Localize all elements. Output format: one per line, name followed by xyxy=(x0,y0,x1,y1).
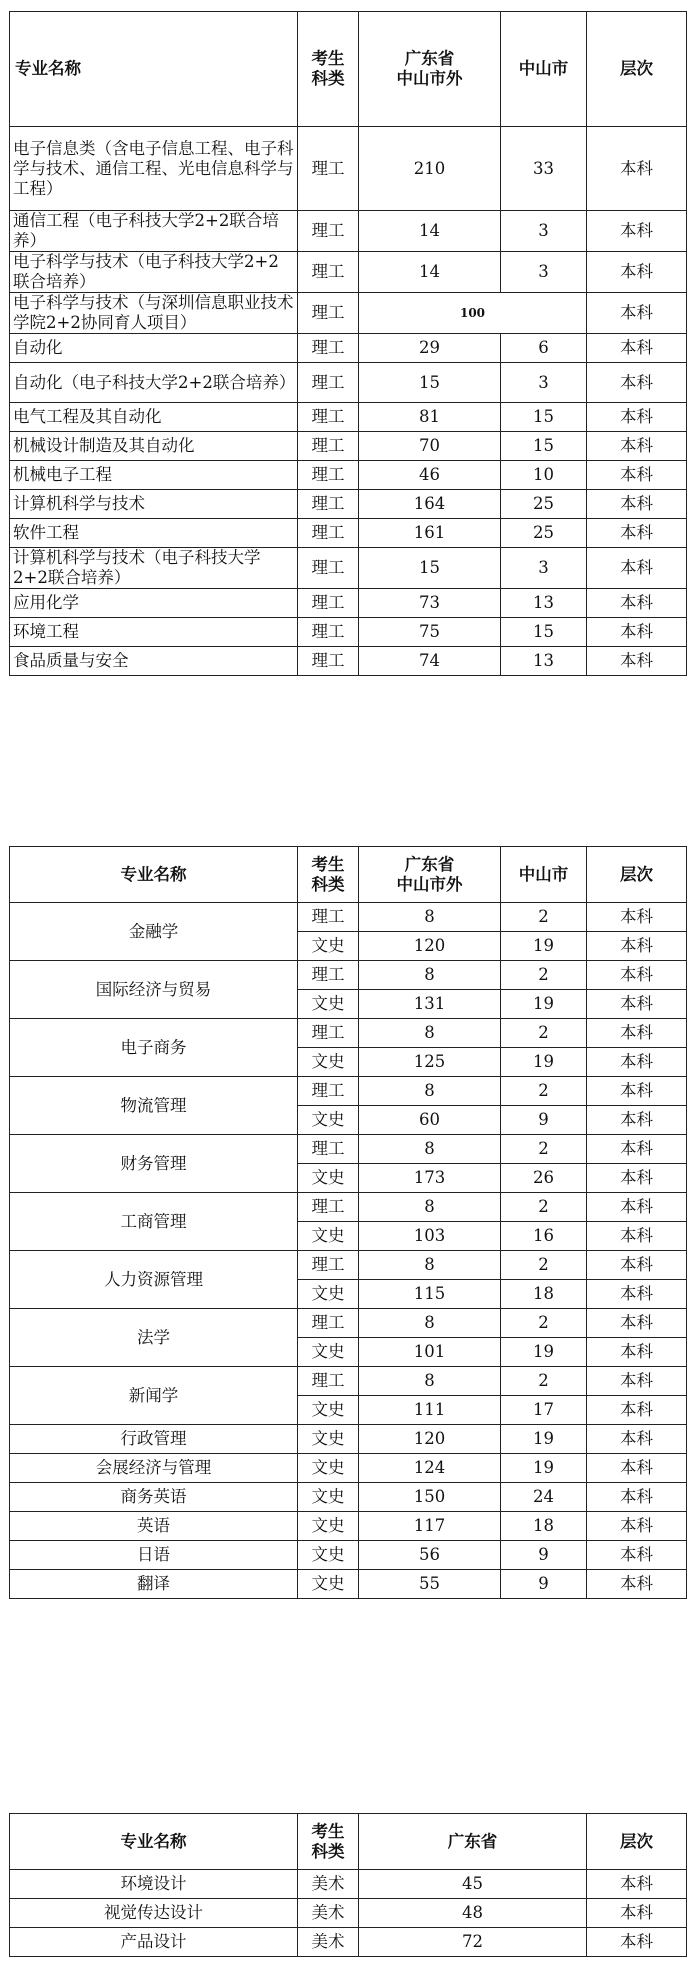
category-cell: 理工 xyxy=(298,127,359,211)
table-row xyxy=(10,647,687,676)
engineering-majors-table xyxy=(9,11,687,676)
major-name: 电子信息类（含电子信息工程、电子科学与技术、通信工程、光电信息科学与工程） xyxy=(10,127,298,211)
zhongshan-quota-cell: 9 xyxy=(501,1570,587,1599)
major-name: 行政管理 xyxy=(10,1425,298,1454)
outside-quota-cell: 8 xyxy=(359,1135,501,1164)
category-cell: 美术 xyxy=(298,1899,359,1928)
level-cell: 本科 xyxy=(587,1541,687,1570)
major-name: 环境工程 xyxy=(10,618,298,647)
category-cell: 文史 xyxy=(298,1425,359,1454)
level-cell: 本科 xyxy=(587,519,687,548)
zhongshan-quota-cell: 2 xyxy=(501,1367,587,1396)
zhongshan-quota-cell: 15 xyxy=(501,403,587,432)
category-cell: 理工 xyxy=(298,618,359,647)
col-header-zhongshan: 中山市 xyxy=(501,12,587,127)
level-cell: 本科 xyxy=(587,432,687,461)
outside-quota-cell: 75 xyxy=(359,618,501,647)
outside-quota-cell: 55 xyxy=(359,1570,501,1599)
guangdong-quota-cell: 72 xyxy=(359,1928,587,1957)
outside-quota-cell: 8 xyxy=(359,961,501,990)
category-cell: 理工 xyxy=(298,903,359,932)
table-row xyxy=(10,1309,687,1338)
zhongshan-quota-cell: 3 xyxy=(501,252,587,293)
table-row xyxy=(10,1251,687,1280)
category-cell: 理工 xyxy=(298,1135,359,1164)
level-cell: 本科 xyxy=(587,1396,687,1425)
outside-quota-cell: 81 xyxy=(359,403,501,432)
table-row xyxy=(10,1541,687,1570)
outside-quota-cell: 117 xyxy=(359,1512,501,1541)
col-header-major: 专业名称 xyxy=(10,847,298,903)
outside-quota-cell: 161 xyxy=(359,519,501,548)
table-row xyxy=(10,1570,687,1599)
liberal-arts-majors-table xyxy=(9,846,687,1599)
level-cell: 本科 xyxy=(587,618,687,647)
category-cell: 理工 xyxy=(298,363,359,403)
col-header-guangdong: 广东省 xyxy=(359,1814,587,1870)
category-cell: 文史 xyxy=(298,932,359,961)
level-cell: 本科 xyxy=(587,1077,687,1106)
zhongshan-quota-cell: 15 xyxy=(501,432,587,461)
major-name: 电子科学与技术（电子科技大学2+2联合培养） xyxy=(10,252,298,293)
table-row xyxy=(10,1454,687,1483)
table-row xyxy=(10,1870,687,1899)
zhongshan-quota-cell: 33 xyxy=(501,127,587,211)
category-cell: 理工 xyxy=(298,403,359,432)
zhongshan-quota-cell: 16 xyxy=(501,1222,587,1251)
zhongshan-quota-cell: 15 xyxy=(501,618,587,647)
zhongshan-quota-cell: 18 xyxy=(501,1512,587,1541)
major-name: 人力资源管理 xyxy=(10,1251,298,1309)
major-name: 自动化（电子科技大学2+2联合培养） xyxy=(10,363,298,403)
outside-quota-cell: 29 xyxy=(359,334,501,363)
category-cell: 理工 xyxy=(298,1193,359,1222)
zhongshan-quota-cell: 3 xyxy=(501,363,587,403)
zhongshan-quota-cell: 26 xyxy=(501,1164,587,1193)
outside-quota-cell: 8 xyxy=(359,1309,501,1338)
zhongshan-quota-cell: 3 xyxy=(501,211,587,252)
major-name: 自动化 xyxy=(10,334,298,363)
category-cell: 理工 xyxy=(298,490,359,519)
outside-quota-cell: 8 xyxy=(359,1077,501,1106)
col-header-category: 考生 科类 xyxy=(298,847,359,903)
table-row xyxy=(10,403,687,432)
zhongshan-quota-cell: 2 xyxy=(501,1193,587,1222)
zhongshan-quota-cell: 19 xyxy=(501,932,587,961)
outside-quota-cell: 120 xyxy=(359,1425,501,1454)
level-cell: 本科 xyxy=(587,1106,687,1135)
outside-quota-cell: 150 xyxy=(359,1483,501,1512)
category-cell: 理工 xyxy=(298,1367,359,1396)
category-cell: 文史 xyxy=(298,1396,359,1425)
outside-quota-cell: 173 xyxy=(359,1164,501,1193)
table-row xyxy=(10,903,687,932)
major-name: 财务管理 xyxy=(10,1135,298,1193)
outside-quota-cell: 14 xyxy=(359,211,501,252)
table-row xyxy=(10,432,687,461)
table-row xyxy=(10,211,687,252)
level-cell: 本科 xyxy=(587,403,687,432)
table-row xyxy=(10,490,687,519)
major-name: 国际经济与贸易 xyxy=(10,961,298,1019)
major-name: 视觉传达设计 xyxy=(10,1899,298,1928)
outside-quota-cell: 8 xyxy=(359,1251,501,1280)
outside-quota-cell: 73 xyxy=(359,589,501,618)
category-cell: 理工 xyxy=(298,1077,359,1106)
level-cell: 本科 xyxy=(587,647,687,676)
col-header-level: 层次 xyxy=(587,1814,687,1870)
table-row xyxy=(10,252,687,293)
major-name: 电子商务 xyxy=(10,1019,298,1077)
zhongshan-quota-cell: 19 xyxy=(501,1454,587,1483)
zhongshan-quota-cell: 25 xyxy=(501,519,587,548)
category-cell: 文史 xyxy=(298,1106,359,1135)
major-name: 法学 xyxy=(10,1309,298,1367)
zhongshan-quota-cell: 6 xyxy=(501,334,587,363)
zhongshan-quota-cell: 2 xyxy=(501,1251,587,1280)
level-cell: 本科 xyxy=(587,1454,687,1483)
major-name: 会展经济与管理 xyxy=(10,1454,298,1483)
level-cell: 本科 xyxy=(587,1483,687,1512)
table-row xyxy=(10,1019,687,1048)
outside-quota-cell: 115 xyxy=(359,1280,501,1309)
outside-quota-cell: 120 xyxy=(359,932,501,961)
col-header-outside: 广东省 中山市外 xyxy=(359,847,501,903)
outside-quota-cell: 8 xyxy=(359,1019,501,1048)
level-cell: 本科 xyxy=(587,548,687,589)
table-row xyxy=(10,1425,687,1454)
outside-quota-cell: 60 xyxy=(359,1106,501,1135)
major-name: 产品设计 xyxy=(10,1928,298,1957)
outside-quota-cell: 124 xyxy=(359,1454,501,1483)
major-name: 金融学 xyxy=(10,903,298,961)
major-name: 计算机科学与技术（电子科技大学2+2联合培养） xyxy=(10,548,298,589)
table-row xyxy=(10,519,687,548)
col-header-category: 考生 科类 xyxy=(298,1814,359,1870)
zhongshan-quota-cell: 13 xyxy=(501,589,587,618)
category-cell: 理工 xyxy=(298,432,359,461)
table-row xyxy=(10,127,687,211)
level-cell: 本科 xyxy=(587,589,687,618)
table-row xyxy=(10,1193,687,1222)
outside-quota-cell: 70 xyxy=(359,432,501,461)
zhongshan-quota-cell: 24 xyxy=(501,1483,587,1512)
level-cell: 本科 xyxy=(587,1512,687,1541)
major-name: 通信工程（电子科技大学2+2联合培养） xyxy=(10,211,298,252)
header-row xyxy=(10,847,687,903)
category-cell: 理工 xyxy=(298,293,359,334)
category-cell: 理工 xyxy=(298,589,359,618)
zhongshan-quota-cell: 3 xyxy=(501,548,587,589)
level-cell: 本科 xyxy=(587,334,687,363)
zhongshan-quota-cell: 25 xyxy=(501,490,587,519)
category-cell: 文史 xyxy=(298,1483,359,1512)
guangdong-quota-cell: 48 xyxy=(359,1899,587,1928)
major-name: 应用化学 xyxy=(10,589,298,618)
outside-quota-cell: 15 xyxy=(359,548,501,589)
outside-quota-cell: 14 xyxy=(359,252,501,293)
major-name: 环境设计 xyxy=(10,1870,298,1899)
major-name: 翻译 xyxy=(10,1570,298,1599)
category-cell: 美术 xyxy=(298,1870,359,1899)
major-name: 计算机科学与技术 xyxy=(10,490,298,519)
category-cell: 理工 xyxy=(298,519,359,548)
outside-quota-cell: 56 xyxy=(359,1541,501,1570)
level-cell: 本科 xyxy=(587,127,687,211)
major-name: 物流管理 xyxy=(10,1077,298,1135)
level-cell: 本科 xyxy=(587,490,687,519)
outside-quota-cell: 8 xyxy=(359,1193,501,1222)
level-cell: 本科 xyxy=(587,961,687,990)
zhongshan-quota-cell: 2 xyxy=(501,1309,587,1338)
outside-quota-cell: 46 xyxy=(359,461,501,490)
category-cell: 文史 xyxy=(298,1164,359,1193)
category-cell: 文史 xyxy=(298,1222,359,1251)
level-cell: 本科 xyxy=(587,293,687,334)
zhongshan-quota-cell: 2 xyxy=(501,1019,587,1048)
category-cell: 文史 xyxy=(298,1280,359,1309)
category-cell: 理工 xyxy=(298,548,359,589)
level-cell: 本科 xyxy=(587,1019,687,1048)
zhongshan-quota-cell: 10 xyxy=(501,461,587,490)
table-row xyxy=(10,363,687,403)
table-row xyxy=(10,1135,687,1164)
major-name: 新闻学 xyxy=(10,1367,298,1425)
major-name: 机械电子工程 xyxy=(10,461,298,490)
zhongshan-quota-cell: 17 xyxy=(501,1396,587,1425)
table-row xyxy=(10,1367,687,1396)
table-row xyxy=(10,961,687,990)
major-name: 英语 xyxy=(10,1512,298,1541)
level-cell: 本科 xyxy=(587,461,687,490)
category-cell: 理工 xyxy=(298,1019,359,1048)
level-cell: 本科 xyxy=(587,990,687,1019)
level-cell: 本科 xyxy=(587,363,687,403)
zhongshan-quota-cell: 2 xyxy=(501,961,587,990)
zhongshan-quota-cell: 19 xyxy=(501,990,587,1019)
col-header-level: 层次 xyxy=(587,12,687,127)
level-cell: 本科 xyxy=(587,1309,687,1338)
level-cell: 本科 xyxy=(587,1899,687,1928)
table-row xyxy=(10,618,687,647)
header-row xyxy=(10,12,687,127)
guangdong-quota-cell: 45 xyxy=(359,1870,587,1899)
major-name: 商务英语 xyxy=(10,1483,298,1512)
category-cell: 理工 xyxy=(298,461,359,490)
level-cell: 本科 xyxy=(587,211,687,252)
table-row xyxy=(10,293,687,334)
col-header-outside: 广东省 中山市外 xyxy=(359,12,501,127)
table-row xyxy=(10,1077,687,1106)
level-cell: 本科 xyxy=(587,1280,687,1309)
outside-quota-cell: 101 xyxy=(359,1338,501,1367)
outside-quota-cell: 103 xyxy=(359,1222,501,1251)
merged-quota-cell: 100 xyxy=(359,293,587,334)
major-name: 食品质量与安全 xyxy=(10,647,298,676)
level-cell: 本科 xyxy=(587,1193,687,1222)
major-name: 日语 xyxy=(10,1541,298,1570)
table-row xyxy=(10,548,687,589)
outside-quota-cell: 125 xyxy=(359,1048,501,1077)
category-cell: 文史 xyxy=(298,1570,359,1599)
col-header-level: 层次 xyxy=(587,847,687,903)
col-header-zhongshan: 中山市 xyxy=(501,847,587,903)
category-cell: 理工 xyxy=(298,211,359,252)
zhongshan-quota-cell: 2 xyxy=(501,1077,587,1106)
category-cell: 理工 xyxy=(298,647,359,676)
art-majors-table xyxy=(9,1813,687,1957)
level-cell: 本科 xyxy=(587,1338,687,1367)
outside-quota-cell: 164 xyxy=(359,490,501,519)
zhongshan-quota-cell: 9 xyxy=(501,1106,587,1135)
outside-quota-cell: 111 xyxy=(359,1396,501,1425)
level-cell: 本科 xyxy=(587,1222,687,1251)
zhongshan-quota-cell: 19 xyxy=(501,1048,587,1077)
zhongshan-quota-cell: 18 xyxy=(501,1280,587,1309)
table-row xyxy=(10,1483,687,1512)
level-cell: 本科 xyxy=(587,1048,687,1077)
table-row xyxy=(10,334,687,363)
level-cell: 本科 xyxy=(587,1135,687,1164)
zhongshan-quota-cell: 2 xyxy=(501,903,587,932)
category-cell: 理工 xyxy=(298,1309,359,1338)
outside-quota-cell: 15 xyxy=(359,363,501,403)
level-cell: 本科 xyxy=(587,1570,687,1599)
col-header-major: 专业名称 xyxy=(10,1814,298,1870)
major-name: 电子科学与技术（与深圳信息职业技术学院2+2协同育人项目） xyxy=(10,293,298,334)
category-cell: 文史 xyxy=(298,1338,359,1367)
col-header-category: 考生 科类 xyxy=(298,12,359,127)
table-row xyxy=(10,1899,687,1928)
level-cell: 本科 xyxy=(587,252,687,293)
category-cell: 理工 xyxy=(298,961,359,990)
major-name: 软件工程 xyxy=(10,519,298,548)
zhongshan-quota-cell: 19 xyxy=(501,1425,587,1454)
level-cell: 本科 xyxy=(587,903,687,932)
level-cell: 本科 xyxy=(587,1164,687,1193)
zhongshan-quota-cell: 19 xyxy=(501,1338,587,1367)
level-cell: 本科 xyxy=(587,1928,687,1957)
table-row xyxy=(10,461,687,490)
level-cell: 本科 xyxy=(587,1425,687,1454)
level-cell: 本科 xyxy=(587,1251,687,1280)
outside-quota-cell: 210 xyxy=(359,127,501,211)
zhongshan-quota-cell: 13 xyxy=(501,647,587,676)
level-cell: 本科 xyxy=(587,932,687,961)
outside-quota-cell: 8 xyxy=(359,1367,501,1396)
level-cell: 本科 xyxy=(587,1870,687,1899)
major-name: 机械设计制造及其自动化 xyxy=(10,432,298,461)
category-cell: 文史 xyxy=(298,1512,359,1541)
table-row xyxy=(10,1928,687,1957)
major-name: 工商管理 xyxy=(10,1193,298,1251)
level-cell: 本科 xyxy=(587,1367,687,1396)
category-cell: 文史 xyxy=(298,1454,359,1483)
category-cell: 理工 xyxy=(298,252,359,293)
table-row xyxy=(10,1512,687,1541)
major-name: 电气工程及其自动化 xyxy=(10,403,298,432)
category-cell: 文史 xyxy=(298,1048,359,1077)
category-cell: 文史 xyxy=(298,1541,359,1570)
outside-quota-cell: 131 xyxy=(359,990,501,1019)
header-row xyxy=(10,1814,687,1870)
category-cell: 文史 xyxy=(298,990,359,1019)
category-cell: 美术 xyxy=(298,1928,359,1957)
category-cell: 理工 xyxy=(298,334,359,363)
zhongshan-quota-cell: 2 xyxy=(501,1135,587,1164)
category-cell: 理工 xyxy=(298,1251,359,1280)
outside-quota-cell: 74 xyxy=(359,647,501,676)
col-header-major: 专业名称 xyxy=(10,12,298,127)
zhongshan-quota-cell: 9 xyxy=(501,1541,587,1570)
table-row xyxy=(10,589,687,618)
outside-quota-cell: 8 xyxy=(359,903,501,932)
